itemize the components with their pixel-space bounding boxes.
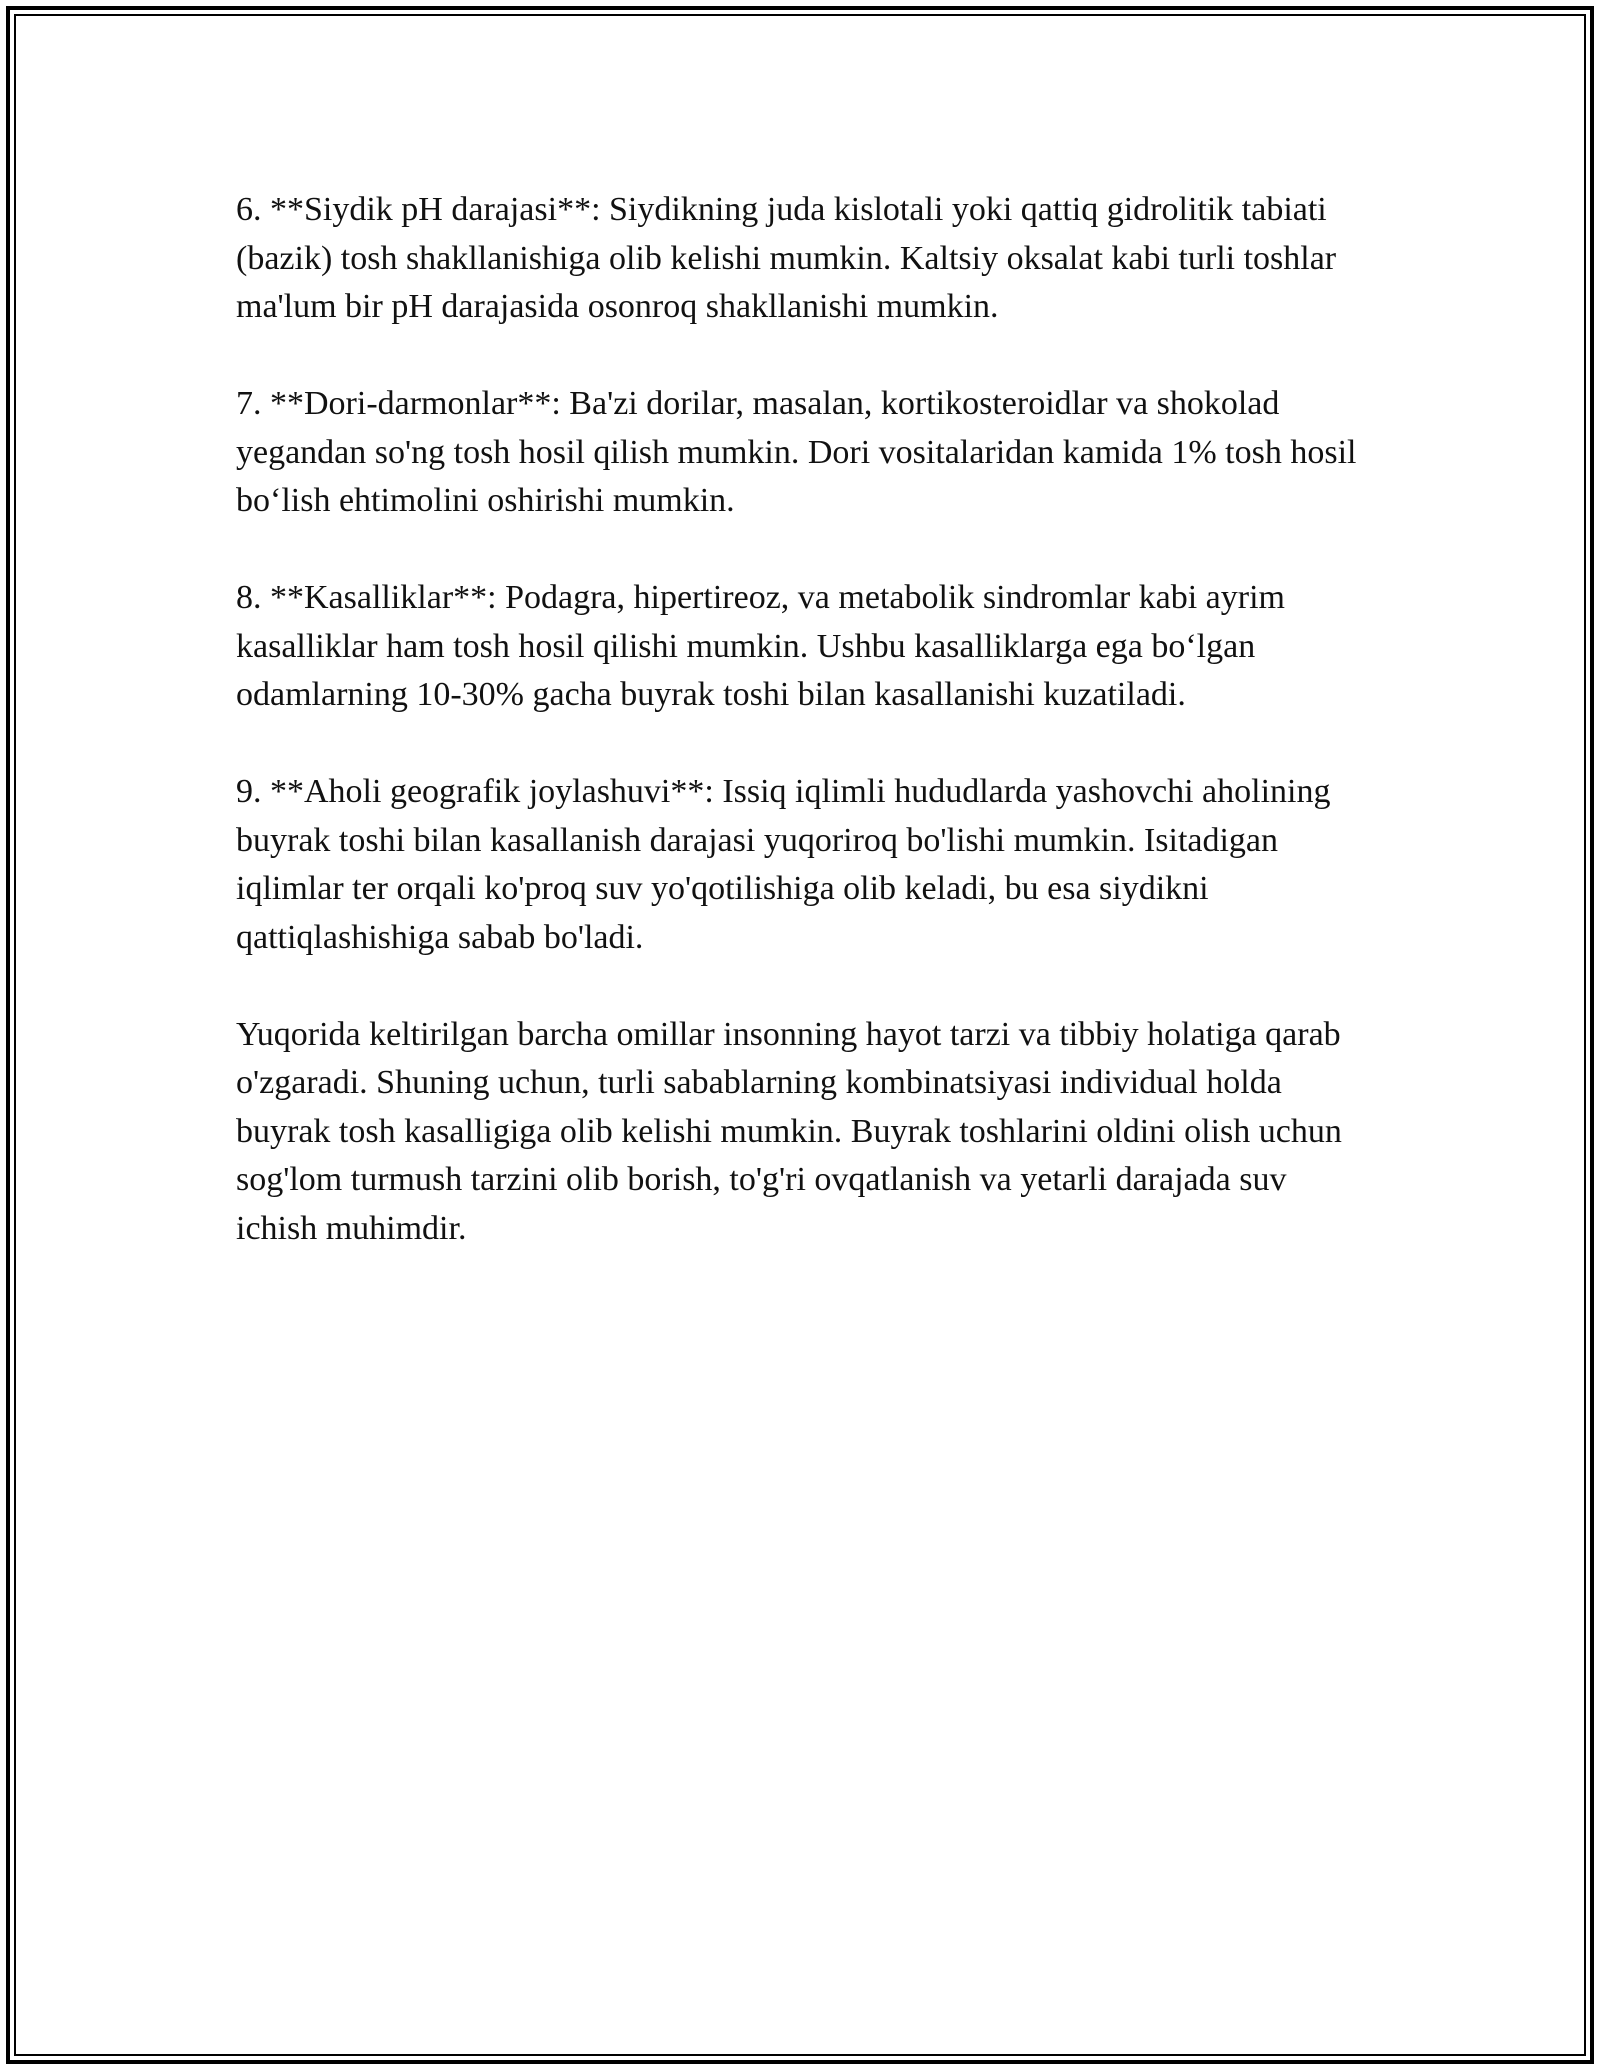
paragraph-medications: 7. **Dori-darmonlar**: Ba'zi dorilar, masalan, kortikosteroidlar va shokolad yegandan so'ng tosh hosil qilish mumkin. Dori vositalaridan kamida 1% tosh hosil bo‘lish ehtimolini oshirishi mumkin. [236, 385, 1357, 519]
paragraph-urine-ph: 6. **Siydik pH darajasi**: Siydikning juda kislotali yoki qattiq gidrolitik tabiati (bazik) tosh shakllanishiga olib kelishi mumkin. Kaltsiy oksalat kabi turli toshlar ma'lum bir pH darajasida osonroq shakllanishi mumkin. [236, 191, 1337, 325]
paragraph-conclusion: Yuqorida keltirilgan barcha omillar insonning hayot tarzi va tibbiy holatiga qarab o'zgaradi. Shuning uchun, turli sabablarning kombinatsiyasi individual holda buyrak tosh kasalligiga olib kelishi mumkin. Buyrak toshlarini oldini olish uchun sog'lom turmush tarzini olib borish, to'g'ri ovqatlanish va yetarli darajada suv ichish muhimdir. [236, 1015, 1342, 1247]
paragraph-geography: 9. **Aholi geografik joylashuvi**: Issiq iqlimli hududlarda yashovchi aholining buyrak toshi bilan kasallanish darajasi yuqoriroq bo'lishi mumkin. Isitadigan iqlimlar ter orqali ko'proq suv yo'qotilishiga olib keladi, bu esa siydikni qattiqlashishiga sabab bo'ladi. [236, 773, 1331, 956]
document-body [236, 186, 1376, 1302]
paragraph-diseases: 8. **Kasalliklar**: Podagra, hipertireoz, va metabolik sindromlar kabi ayrim kasalliklar ham tosh hosil qilishi mumkin. Ushbu kasalliklarga ega bo‘lgan odamlarning 10-30% gacha buyrak toshi bilan kasallanishi kuzatiladi. [236, 579, 1285, 713]
